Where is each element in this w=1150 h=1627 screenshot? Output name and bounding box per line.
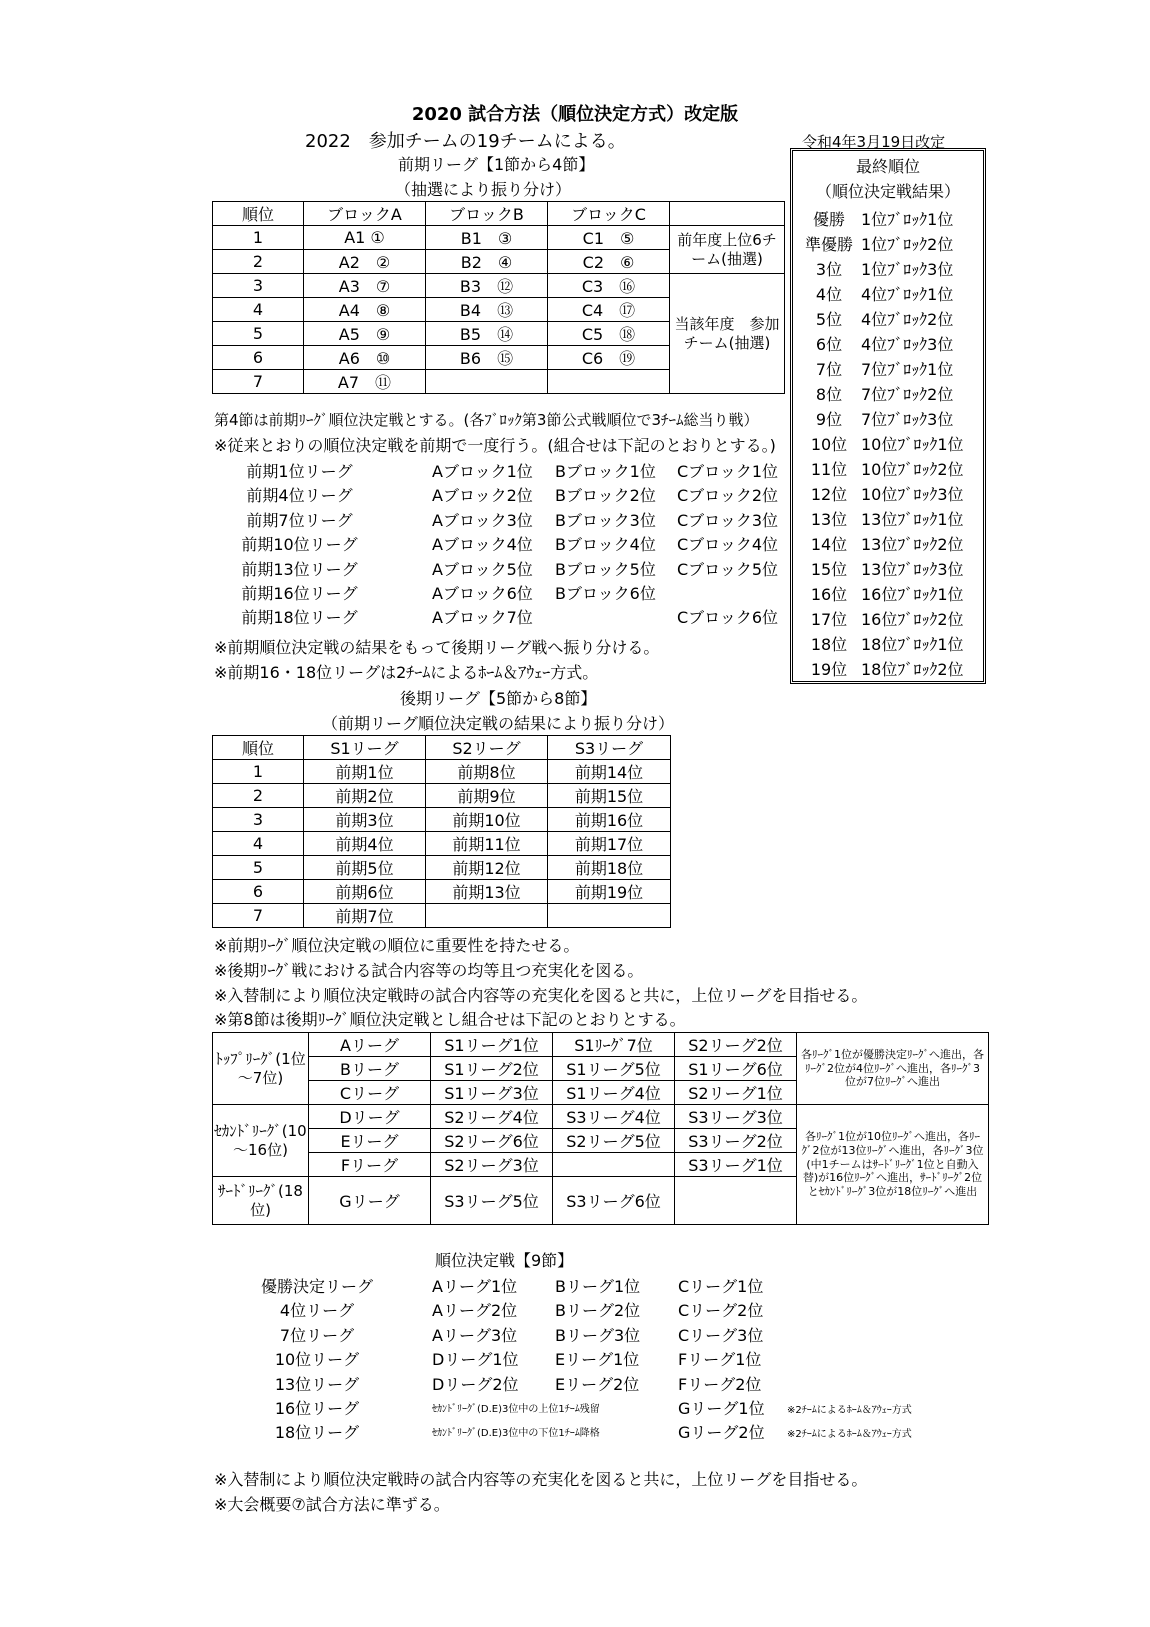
cell: S1リーグ6位 [675, 1057, 797, 1081]
cell [426, 904, 548, 928]
cell: 5 [213, 856, 304, 880]
league-member: Cブロック6位 [677, 608, 779, 628]
cell: S2リーグ2位 [675, 1033, 797, 1057]
cell: Cリーグ [309, 1081, 431, 1105]
cell: S3リーグ6位 [553, 1177, 675, 1225]
league-name: 前期18位リーグ [241, 608, 358, 628]
note-after-first-1: ※前期順位決定戦の結果をもって後期リーグ戦へ振り分ける。 [214, 638, 660, 657]
final-ranking-row [793, 654, 983, 679]
division-table [212, 1032, 989, 1225]
cell: B6 ⑮ [426, 346, 548, 370]
final-ranking-subheading: （順位決定戦結果） [815, 182, 960, 201]
match-member: Cリーグ2位 [678, 1301, 764, 1321]
match-league-name: 10位リーグ [274, 1350, 360, 1370]
cell [548, 370, 670, 394]
league-member: Bブロック4位 [555, 535, 656, 555]
match-member: Bリーグ3位 [555, 1325, 641, 1345]
cell: C1 ⑤ [548, 226, 670, 250]
league-member: Aブロック4位 [432, 535, 533, 555]
cell: S3リーグ3位 [675, 1105, 797, 1129]
cell: C5 ⑱ [548, 322, 670, 346]
group-label-second: ｾｶﾝﾄﾞﾘｰｸﾞ(10～16位) [213, 1105, 309, 1177]
cell: Aリーグ [309, 1033, 431, 1057]
cell: 6 [213, 880, 304, 904]
league-member: Bブロック5位 [555, 559, 656, 579]
cell: 2 [213, 784, 304, 808]
league-member: Aブロック7位 [432, 608, 533, 628]
cell: Fリーグ [309, 1153, 431, 1177]
league-member: Aブロック2位 [432, 486, 533, 506]
final-rank-source: 13位ﾌﾞﾛｯｸ1位 [861, 510, 964, 529]
final-rank: 5位 [815, 310, 843, 329]
final-ranking-row [793, 229, 983, 254]
match-league-name: 4位リーグ [279, 1301, 355, 1321]
league-member: Cブロック4位 [677, 535, 779, 555]
cell: S1リーグ3位 [431, 1081, 553, 1105]
cell: 前期19位 [548, 880, 671, 904]
league-member: Aブロック3位 [432, 510, 533, 530]
header-s3: S3リーグ [548, 736, 671, 760]
final-rank-source: 10位ﾌﾞﾛｯｸ1位 [861, 435, 964, 454]
cell: 4 [213, 298, 304, 322]
match-member: ｾｶﾝﾄﾞﾘｰｸﾞ(D.E)3位中の下位1ﾁｰﾑ降格 [432, 1428, 600, 1440]
final-rank: 15位 [810, 560, 848, 579]
final-rank-source: 7位ﾌﾞﾛｯｸ2位 [861, 385, 954, 404]
cell: 前期9位 [426, 784, 548, 808]
cell: 前期5位 [304, 856, 426, 880]
match-member: Fリーグ1位 [678, 1350, 762, 1370]
second-league-heading: 後期リーグ【5節から8節】 [400, 689, 597, 708]
cell: B1 ③ [426, 226, 548, 250]
cell: 3 [213, 808, 304, 832]
final-rank: 7位 [815, 360, 843, 379]
cell: 4 [213, 832, 304, 856]
final-ranking-row [793, 429, 983, 454]
final-ranking-row [793, 404, 983, 429]
final-ranking-row [793, 329, 983, 354]
match-league-name: 13位リーグ [274, 1374, 360, 1394]
final-rank: 3位 [815, 260, 843, 279]
cell [548, 904, 671, 928]
final-ranking-row [793, 529, 983, 554]
cell: 前期4位 [304, 832, 426, 856]
first-league-table [212, 201, 785, 394]
cell: 前期15位 [548, 784, 671, 808]
match-member: Cリーグ1位 [678, 1277, 764, 1296]
cell: 5 [213, 322, 304, 346]
cell: A7 ⑪ [304, 370, 426, 394]
match-note: ※2ﾁｰﾑによるﾎｰﾑ＆ｱｳｪｰ方式 [787, 1429, 912, 1441]
final-ranking-row [793, 454, 983, 479]
final-ranking-box [790, 148, 986, 684]
match-member: Aリーグ3位 [432, 1325, 518, 1345]
cell: 前期11位 [426, 832, 548, 856]
cell: A6 ⑩ [304, 346, 426, 370]
league-name: 前期16位リーグ [241, 584, 358, 603]
cell [675, 1177, 797, 1225]
cell: S3リーグ1位 [675, 1153, 797, 1177]
league-member: Cブロック5位 [677, 559, 779, 579]
final-rank-source: 18位ﾌﾞﾛｯｸ1位 [861, 635, 964, 654]
cell: B5 ⑭ [426, 322, 548, 346]
match-member: Dリーグ2位 [432, 1374, 519, 1394]
cell: B4 ⑬ [426, 298, 548, 322]
league-member: Cブロック3位 [677, 510, 779, 530]
cell: Eリーグ [309, 1129, 431, 1153]
match-member: Cリーグ3位 [678, 1325, 764, 1345]
final-ranking-row [793, 554, 983, 579]
note-4th-round: 第4節は前期ﾘｰｸﾞ順位決定戦とする。(各ﾌﾞﾛｯｸ第3節公式戦順位で3ﾁｰﾑ総当り戦） [214, 411, 759, 429]
cell: 前期8位 [426, 760, 548, 784]
cell: S1リーグ4位 [553, 1081, 675, 1105]
cell: 6 [213, 346, 304, 370]
cell: 前期10位 [426, 808, 548, 832]
ranking-match-heading: 順位決定戦【9節】 [435, 1251, 574, 1270]
cell: S3リーグ2位 [675, 1129, 797, 1153]
final-rank: 17位 [810, 610, 848, 629]
cell: A3 ⑦ [304, 274, 426, 298]
league-member: Aブロック1位 [432, 462, 533, 481]
final-ranking-row [793, 379, 983, 404]
match-member: Eリーグ2位 [555, 1374, 640, 1394]
final-rank-source: 16位ﾌﾞﾛｯｸ2位 [861, 610, 964, 629]
league-name: 前期1位リーグ [246, 462, 353, 481]
cell: S2リーグ5位 [553, 1129, 675, 1153]
match-member: Bリーグ2位 [555, 1301, 641, 1321]
cell: 前期7位 [304, 904, 426, 928]
match-member: Aリーグ1位 [432, 1277, 518, 1296]
cell: S1リーグ2位 [431, 1057, 553, 1081]
league-name: 前期7位リーグ [246, 510, 353, 530]
revision-date: 令和4年3月19日改定 [802, 133, 946, 151]
cell: 前期16位 [548, 808, 671, 832]
group-note-second: 各ﾘｰｸﾞ1位が10位ﾘｰｸﾞへ進出，各ﾘｰｸﾞ2位が13位ﾘｰｸﾞへ進出，各ﾘｰｸﾞ3位(中1チームはｻｰﾄﾞﾘｰｸﾞ1位と自動入替)が16位ﾘｰｸﾞへ進出，ｻｰﾄﾞﾘｰｸﾞ2位とｾｶﾝﾄﾞﾘｰｸﾞ3位が18位ﾘｰｸﾞへ進出 [797, 1105, 989, 1225]
cell: B3 ⑫ [426, 274, 548, 298]
note-second-2: ※後期ﾘｰｸﾞ戦における試合内容等の均等且つ充実化を図る。 [214, 961, 644, 980]
cell: 前期1位 [304, 760, 426, 784]
cell: S1ﾘｰｸﾞ7位 [553, 1033, 675, 1057]
second-league-table [212, 735, 671, 928]
final-rank: 6位 [815, 335, 843, 354]
match-league-name: 18位リーグ [274, 1423, 360, 1443]
final-rank-source: 4位ﾌﾞﾛｯｸ3位 [861, 335, 954, 354]
cell: 前期17位 [548, 832, 671, 856]
final-ranking-row [793, 304, 983, 329]
final-rank-source: 1位ﾌﾞﾛｯｸ3位 [861, 260, 954, 279]
header-block-b: ブロックB [426, 202, 548, 226]
header-s1: S1リーグ [304, 736, 426, 760]
cell: 前期6位 [304, 880, 426, 904]
final-ranking-row [793, 254, 983, 279]
final-rank-source: 4位ﾌﾞﾛｯｸ1位 [861, 285, 954, 304]
cell: S1リーグ1位 [431, 1033, 553, 1057]
match-note: ※2ﾁｰﾑによるﾎｰﾑ＆ｱｳｪｰ方式 [787, 1405, 912, 1416]
page-title: 2020 試合方法（順位決定方式）改定版 [411, 104, 739, 125]
second-league-subheading: （前期リーグ順位決定戦の結果により振り分け） [322, 714, 675, 733]
league-name: 前期13位リーグ [241, 559, 358, 579]
cell: 1 [213, 226, 304, 250]
match-member: Bリーグ1位 [555, 1277, 641, 1296]
cell: S2リーグ6位 [431, 1129, 553, 1153]
league-member: Cブロック1位 [677, 462, 779, 481]
final-ranking-row [793, 604, 983, 629]
league-member: Bブロック2位 [555, 486, 656, 506]
note-second-3: ※入替制により順位決定戦時の試合内容等の充実化を図ると共に，上位リーグを目指せる。 [214, 986, 868, 1005]
match-member: Aリーグ2位 [432, 1301, 518, 1321]
cell: 前期3位 [304, 808, 426, 832]
cell: C4 ⑰ [548, 298, 670, 322]
final-ranking-row [793, 204, 983, 229]
final-rank-source: 1位ﾌﾞﾛｯｸ2位 [861, 235, 954, 254]
group-label-top: ﾄｯﾌﾟﾘｰｸﾞ(1位～7位) [213, 1033, 309, 1105]
note-after-first-2: ※前期16・18位リーグは2ﾁｰﾑによるﾎｰﾑ＆ｱｳｪｰ方式。 [214, 663, 599, 682]
cell: A1 ① [304, 226, 426, 250]
final-rank-source: 18位ﾌﾞﾛｯｸ2位 [861, 660, 964, 679]
final-ranking-row [793, 354, 983, 379]
header-rank: 順位 [213, 736, 304, 760]
final-ranking-row [793, 479, 983, 504]
final-rank: 準優勝 [805, 235, 854, 254]
match-league-name: 優勝決定リーグ [260, 1277, 373, 1296]
cell: S2リーグ4位 [431, 1105, 553, 1129]
final-rank-source: 7位ﾌﾞﾛｯｸ1位 [861, 360, 954, 379]
cell: 3 [213, 274, 304, 298]
league-member: Aブロック6位 [432, 584, 533, 603]
cell [553, 1153, 675, 1177]
final-rank-source: 16位ﾌﾞﾛｯｸ1位 [861, 585, 964, 604]
final-rank: 優勝 [812, 210, 845, 229]
cell: A5 ⑨ [304, 322, 426, 346]
cell: 7 [213, 370, 304, 394]
cell: Bリーグ [309, 1057, 431, 1081]
final-rank: 13位 [810, 510, 848, 529]
first-league-heading: 前期リーグ【1節から4節】 [398, 155, 595, 174]
group-note-top: 各ﾘｰｸﾞ1位が優勝決定ﾘｰｸﾞへ進出，各ﾘｰｸﾞ2位が4位ﾘｰｸﾞへ進出，各ﾘｰｸﾞ3位が7位ﾘｰｸﾞへ進出 [797, 1033, 989, 1105]
final-ranking-row [793, 579, 983, 604]
league-member: Bブロック1位 [555, 462, 656, 481]
cell: 前期14位 [548, 760, 671, 784]
final-rank: 4位 [815, 285, 843, 304]
final-ranking-heading: 最終順位 [855, 157, 920, 176]
draw-note: 当該年度 参加チーム(抽選) [670, 274, 785, 394]
final-rank: 16位 [810, 585, 848, 604]
league-member: Aブロック5位 [432, 559, 533, 579]
final-ranking-row [793, 504, 983, 529]
final-rank: 10位 [810, 435, 848, 454]
cell: C3 ⑯ [548, 274, 670, 298]
header-block-c: ブロックC [548, 202, 670, 226]
match-member: Eリーグ1位 [555, 1350, 640, 1370]
page-subtitle: 2022 参加チームの19チームによる。 [305, 131, 626, 152]
header-s2: S2リーグ [426, 736, 548, 760]
cell: 前期12位 [426, 856, 548, 880]
cell: 1 [213, 760, 304, 784]
group-label-third: ｻｰﾄﾞﾘｰｸﾞ(18位) [213, 1177, 309, 1225]
cell: S2リーグ1位 [675, 1081, 797, 1105]
league-member: Cブロック2位 [677, 486, 779, 506]
final-rank: 12位 [810, 485, 848, 504]
cell: 前期18位 [548, 856, 671, 880]
first-league-subheading: （抽選により振り分け） [395, 180, 572, 199]
cell: 2 [213, 250, 304, 274]
final-rank: 9位 [815, 410, 843, 429]
final-rank-source: 13位ﾌﾞﾛｯｸ2位 [861, 535, 964, 554]
final-rank: 8位 [815, 385, 843, 404]
cell: C6 ⑲ [548, 346, 670, 370]
final-rank: 18位 [810, 635, 848, 654]
final-rank-source: 10位ﾌﾞﾛｯｸ3位 [861, 485, 964, 504]
final-rank-source: 1位ﾌﾞﾛｯｸ1位 [861, 210, 954, 229]
cell: S3リーグ4位 [553, 1105, 675, 1129]
cell: 前期13位 [426, 880, 548, 904]
header-blank [670, 202, 785, 226]
match-league-name: 7位リーグ [279, 1325, 355, 1345]
match-member: Dリーグ1位 [432, 1350, 519, 1370]
league-member: Bブロック3位 [555, 510, 656, 530]
final-rank-source: 4位ﾌﾞﾛｯｸ2位 [861, 310, 954, 329]
note-conventional: ※従来とおりの順位決定戦を前期で一度行う。(組合せは下記のとおりとする。) [214, 436, 776, 455]
cell: Gリーグ [309, 1177, 431, 1225]
final-rank: 11位 [810, 460, 848, 479]
match-member: ｾｶﾝﾄﾞﾘｰｸﾞ(D.E)3位中の上位1ﾁｰﾑ残留 [432, 1404, 600, 1415]
final-ranking-row [793, 629, 983, 654]
cell: 前期2位 [304, 784, 426, 808]
note-second-4: ※第8節は後期ﾘｰｸﾞ順位決定戦とし組合せは下記のとおりとする。 [214, 1010, 686, 1029]
cell: S2リーグ3位 [431, 1153, 553, 1177]
match-member: Fリーグ2位 [678, 1374, 762, 1394]
league-name: 前期4位リーグ [246, 486, 353, 506]
final-ranking-row [793, 279, 983, 304]
cell: A4 ⑧ [304, 298, 426, 322]
final-rank: 14位 [810, 535, 848, 554]
match-league-name: 16位リーグ [274, 1399, 360, 1418]
league-name: 前期10位リーグ [241, 535, 358, 555]
final-rank: 19位 [810, 660, 848, 679]
final-rank-source: 7位ﾌﾞﾛｯｸ3位 [861, 410, 954, 429]
cell [426, 370, 548, 394]
final-rank-source: 13位ﾌﾞﾛｯｸ3位 [861, 560, 964, 579]
header-rank: 順位 [213, 202, 304, 226]
header-block-a: ブロックA [304, 202, 426, 226]
match-member: Gリーグ1位 [678, 1399, 765, 1418]
cell: B2 ④ [426, 250, 548, 274]
league-member: Bブロック6位 [555, 584, 656, 603]
footer-note-2: ※大会概要⑦試合方法に準ずる。 [214, 1495, 450, 1514]
note-second-1: ※前期ﾘｰｸﾞ順位決定戦の順位に重要性を持たせる。 [214, 936, 580, 955]
seeded-note: 前年度上位6チーム(抽選) [670, 226, 785, 274]
final-rank-source: 10位ﾌﾞﾛｯｸ2位 [861, 460, 964, 479]
cell: C2 ⑥ [548, 250, 670, 274]
cell: S1リーグ5位 [553, 1057, 675, 1081]
cell: Dリーグ [309, 1105, 431, 1129]
footer-note-1: ※入替制により順位決定戦時の試合内容等の充実化を図ると共に，上位リーグを目指せる。 [214, 1470, 868, 1489]
match-member: Gリーグ2位 [678, 1423, 765, 1443]
cell: 7 [213, 904, 304, 928]
cell: S3リーグ5位 [431, 1177, 553, 1225]
cell: A2 ② [304, 250, 426, 274]
